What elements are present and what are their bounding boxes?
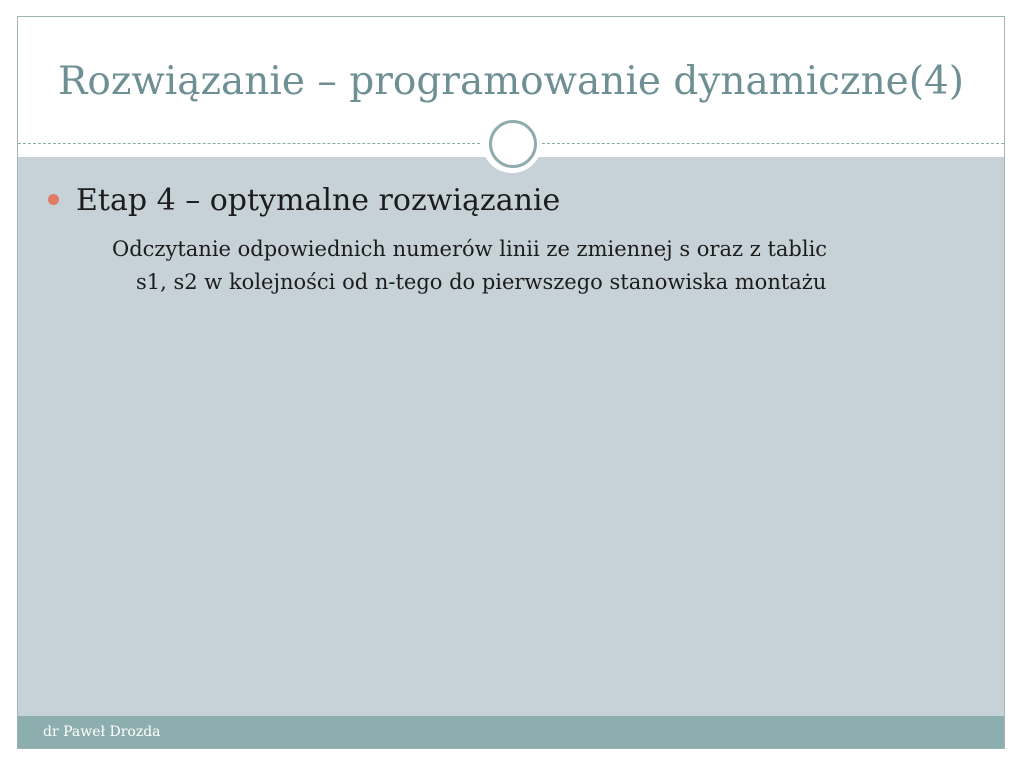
sub-bullet-text: [112, 233, 982, 299]
slide: [17, 16, 1005, 749]
decorative-ring-icon: [482, 113, 542, 173]
sub-bullet-line-2: s1, s2 w kolejności od n-tego do pierwszego stanowiska montażu: [136, 270, 827, 294]
bullet-text: Etap 4 – optymalne rozwiązanie: [76, 183, 561, 218]
sub-bullet-line-1: Odczytanie odpowiednich numerów linii ze zmiennej s oraz z tablic: [112, 237, 828, 261]
slide-title: Rozwiązanie – programowanie dynamiczne(4): [57, 59, 965, 104]
footer-author: dr Paweł Drozda: [43, 724, 161, 740]
ring-inner: [489, 120, 537, 168]
bullet-dot-icon: [48, 194, 59, 205]
footer-bar: [18, 716, 1004, 748]
